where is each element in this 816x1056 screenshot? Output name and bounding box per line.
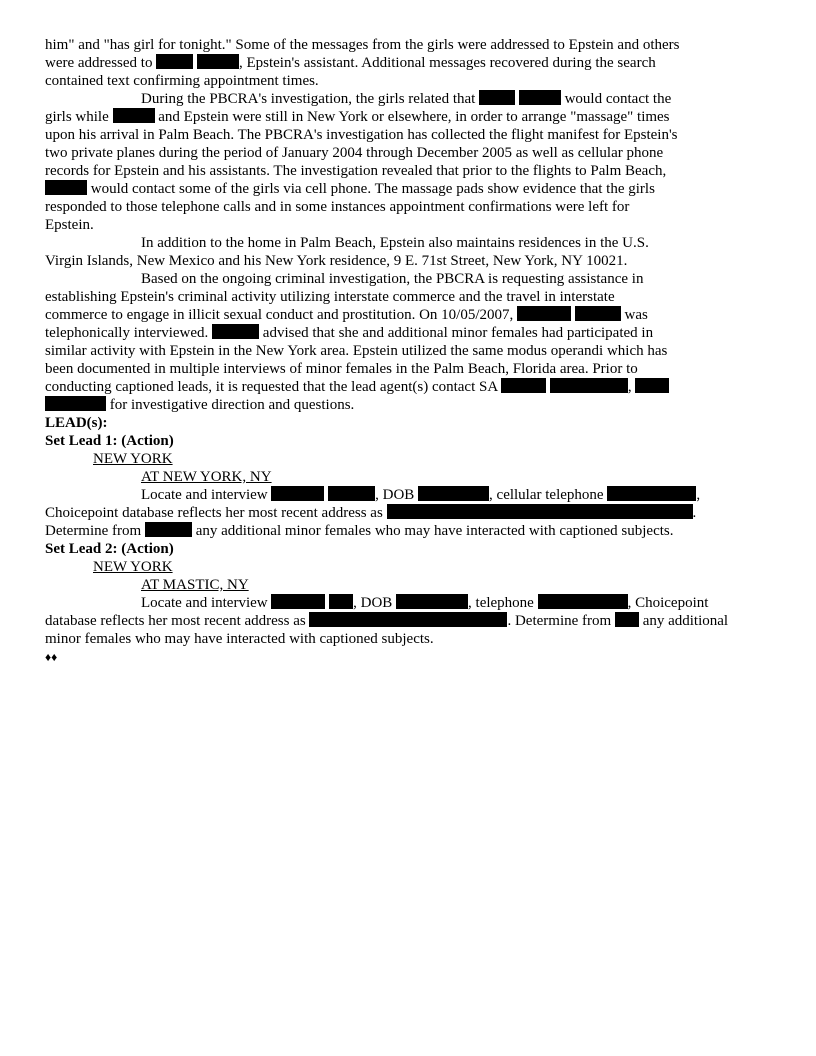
paragraph-start: Based on the ongoing criminal investigation, the PBCRA is requesting assistance in — [141, 271, 644, 287]
lead-2-text: minor females who may have interacted with captioned subjects. — [45, 631, 434, 647]
redaction-block — [329, 594, 353, 609]
lead-1-text: Determine from any additional minor females who may have interacted with captioned subjects. — [45, 523, 674, 539]
redaction-block — [501, 378, 546, 393]
text-line: Epstein. — [45, 217, 94, 233]
text-line: been documented in multiple interviews of minor females in the Palm Beach, Florida area. Prior to — [45, 361, 638, 377]
text-line: for investigative direction and questions. — [45, 396, 771, 414]
redaction-block — [212, 324, 259, 339]
lead-2-location: AT MASTIC, NY — [141, 577, 249, 593]
redaction-block — [113, 108, 155, 123]
redaction-block — [45, 180, 87, 195]
lead-2-text: Locate and interview , DOB , telephone , Choicepoint — [141, 595, 709, 611]
redaction-block — [387, 504, 693, 519]
text-line: would contact some of the girls via cell phone. The massage pads show evidence that the girls — [45, 180, 771, 198]
redaction-block — [615, 612, 639, 627]
lead-1-office: NEW YORK — [93, 451, 173, 467]
text-line: upon his arrival in Palm Beach. The PBCRA's investigation has collected the flight manifest for Epstein's — [45, 127, 678, 143]
text-line: girls while and Epstein were still in New York or elsewhere, in order to arrange "massage" times — [45, 109, 670, 125]
paragraph-start: During the PBCRA's investigation, the girls related that would contact the — [141, 91, 672, 107]
text-line: establishing Epstein's criminal activity utilizing interstate commerce and the travel in interstate — [45, 289, 615, 305]
text-line: him" and "has girl for tonight." Some of the messages from the girls were addressed to Epstein and others — [45, 37, 680, 53]
leads-heading: LEAD(s): — [45, 415, 108, 431]
redaction-block — [45, 396, 106, 411]
redaction-block — [479, 90, 515, 105]
redaction-block — [519, 90, 561, 105]
redaction-block — [418, 486, 489, 501]
redaction-block — [156, 54, 193, 69]
text-line: contained text confirming appointment times. — [45, 73, 319, 89]
lead-2-text: database reflects her most recent address as . Determine from any additional — [45, 613, 729, 629]
text-line: Virgin Islands, New Mexico and his New York residence, 9 E. 71st Street, New York, NY 10021. — [45, 253, 628, 269]
text-line: responded to those telephone calls and in some instances appointment confirmations were left for — [45, 199, 630, 215]
redaction-block — [575, 306, 621, 321]
text-line: conducting captioned leads, it is requested that the lead agent(s) contact SA , — [45, 378, 771, 396]
text-line: were addressed to , Epstein's assistant. Additional messages recovered during the search — [45, 55, 656, 71]
text-line: similar activity with Epstein in the New York area. Epstein utilized the same modus operandi which has — [45, 343, 668, 359]
lead-1-text: Choicepoint database reflects her most recent address as . — [45, 505, 697, 521]
redaction-block — [271, 486, 324, 501]
text-line: two private planes during the period of January 2004 through December 2005 as well as cellular phone — [45, 145, 664, 161]
lead-1-location: AT NEW YORK, NY — [141, 469, 272, 485]
text-line: telephonically interviewed. advised that she and additional minor females had participated in — [45, 325, 654, 341]
text-line: commerce to engage in illicit sexual conduct and prostitution. On 10/05/2007, was — [45, 307, 648, 323]
redaction-block — [271, 594, 325, 609]
redaction-block — [396, 594, 468, 609]
redaction-block — [517, 306, 571, 321]
redaction-block — [197, 54, 239, 69]
redaction-block — [550, 378, 628, 393]
lead-1-text: Locate and interview , DOB , cellular telephone , — [141, 487, 701, 503]
redaction-block — [635, 378, 669, 393]
lead-2-heading: Set Lead 2: (Action) — [45, 541, 174, 557]
redaction-block — [538, 594, 628, 609]
document-page — [45, 36, 771, 666]
paragraph-start: In addition to the home in Palm Beach, Epstein also maintains residences in the U.S. — [141, 235, 649, 251]
end-mark: ♦♦ — [45, 650, 58, 664]
redaction-block — [145, 522, 192, 537]
redaction-block — [309, 612, 507, 627]
redaction-block — [607, 486, 696, 501]
lead-2-office: NEW YORK — [93, 559, 173, 575]
redaction-block — [328, 486, 375, 501]
text-line: records for Epstein and his assistants. The investigation revealed that prior to the flights to Palm Beach, — [45, 163, 667, 179]
lead-1-heading: Set Lead 1: (Action) — [45, 433, 174, 449]
